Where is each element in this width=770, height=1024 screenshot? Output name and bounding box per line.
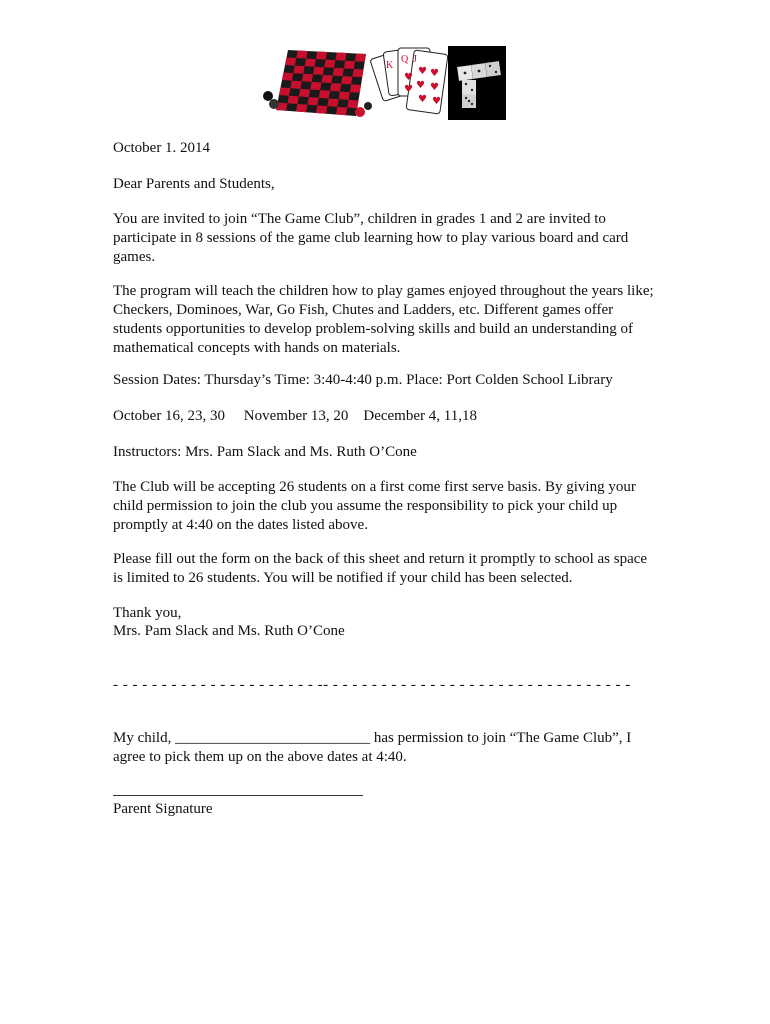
svg-text:♥: ♥ <box>418 94 427 105</box>
invitation-paragraph: You are invited to join “The Game Club”, children in grades 1 and 2 are invited to participate in 8 sessions of the game club learning how to play various board and card games. <box>113 211 629 265</box>
svg-text:K: K <box>386 60 394 71</box>
permission-statement: My child, __________________________ has permission to join “The Game Club”, I agree to pick them up on the above dates at 4:40. <box>113 730 632 765</box>
playing-cards-image <box>370 48 448 114</box>
greeting: Dear Parents and Students, <box>113 176 275 192</box>
game-clipart <box>258 44 508 122</box>
signature-label: Parent Signature <box>113 801 213 817</box>
letter-date: October 1. 2014 <box>113 140 211 156</box>
svg-text:♥: ♥ <box>430 82 439 93</box>
signature-line <box>113 795 363 796</box>
svg-text:♥: ♥ <box>418 66 427 77</box>
checkerboard-image <box>263 50 372 117</box>
closing: Thank you, <box>113 605 182 621</box>
svg-text:♥: ♥ <box>404 72 413 83</box>
session-info: Session Dates: Thursday’s Time: 3:40-4:40 p.m. Place: Port Colden School Library <box>113 372 613 388</box>
dice-image <box>448 46 506 120</box>
svg-text:J: J <box>413 54 417 65</box>
svg-text:♥: ♥ <box>432 96 441 107</box>
svg-text:♥: ♥ <box>430 68 439 79</box>
program-paragraph: The program will teach the children how to play games enjoyed throughout the years like; Checkers, Dominoes, War, Go Fish, Chutes and Ladders, etc. Different games offer students opportunities to develop problem-solving skills and build an understanding of mathematical concepts with hands on materials. <box>113 283 654 356</box>
instructors: Instructors: Mrs. Pam Slack and Ms. Ruth O’Cone <box>113 444 417 460</box>
session-dates: October 16, 23, 30 November 13, 20 December 4, 11,18 <box>113 408 477 424</box>
svg-text:♥: ♥ <box>404 84 413 95</box>
svg-text:Q: Q <box>401 54 409 65</box>
header-game-images <box>258 44 508 122</box>
signers: Mrs. Pam Slack and Ms. Ruth O’Cone <box>113 623 345 639</box>
svg-text:♥: ♥ <box>416 80 425 91</box>
form-instructions-paragraph: Please fill out the form on the back of this sheet and return it promptly to school as space is limited to 26 students. You will be notified if your child has been selected. <box>113 551 648 586</box>
enrollment-paragraph: The Club will be accepting 26 students on a first come first serve basis. By giving your child permission to join the club you assume the responsibility to pick your child up promptly at 4:40 on the dates listed above. <box>113 479 636 533</box>
cut-line-divider: - - - - - - - - - - - - - - - - - - - - - -- - - - - - - - - - - - - - - - - - - - - - - - - - - - - - - - <box>113 677 631 693</box>
